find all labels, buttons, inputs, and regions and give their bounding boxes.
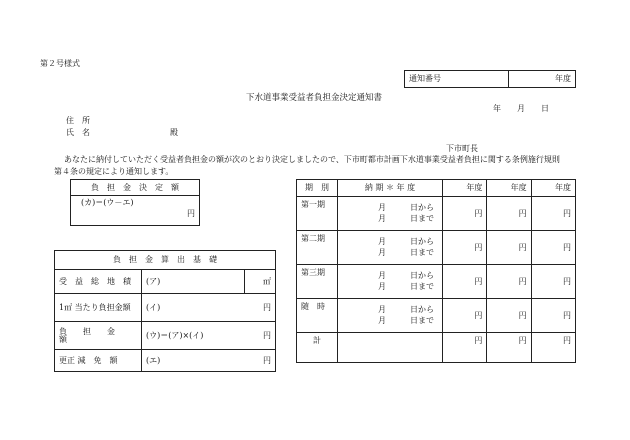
- schedule-header-due: 納 期 ＊ 年 度: [338, 180, 443, 197]
- amount-cell: 円: [531, 299, 575, 333]
- table-row: [55, 294, 276, 322]
- due-month: 月: [378, 271, 386, 280]
- due-from: 日から: [410, 203, 434, 212]
- due-to: 日まで: [410, 214, 434, 223]
- schedule-header-year: 年度: [487, 180, 531, 197]
- basis-header: 負 担 金 算 出 基 礎: [55, 251, 276, 270]
- document-title: 下水道事業受益者負担金決定通知書: [246, 93, 383, 103]
- table-row: [55, 270, 276, 294]
- payment-schedule-table: [296, 179, 576, 363]
- amount-cell: 円: [487, 231, 531, 265]
- fiscal-year-cell: 年度: [509, 71, 576, 88]
- basis-table: [54, 250, 276, 372]
- period-label: 第一期: [297, 197, 338, 231]
- due-cell: [338, 197, 443, 231]
- table-row: [55, 322, 276, 350]
- table-row: [297, 299, 576, 333]
- basis-code: (ウ)＝(ア)×(イ): [142, 322, 245, 350]
- basis-unit: 円: [245, 322, 276, 350]
- amount-cell: 円: [443, 231, 487, 265]
- issuer: 下市町長: [446, 144, 478, 153]
- amount-cell: 円: [487, 265, 531, 299]
- due-from: 日から: [410, 237, 434, 246]
- schedule-header-year: 年度: [531, 180, 575, 197]
- due-month: 月: [378, 305, 386, 314]
- table-row: [297, 265, 576, 299]
- period-label: 第二期: [297, 231, 338, 265]
- basis-unit: 円: [245, 294, 276, 322]
- address-label: 住 所: [66, 116, 90, 125]
- amount-cell: 円: [487, 299, 531, 333]
- amount-cell: 円: [531, 197, 575, 231]
- table-row: [297, 333, 576, 363]
- due-cell: [338, 265, 443, 299]
- table-row: [297, 231, 576, 265]
- due-to: 日まで: [410, 282, 434, 291]
- notice-number-label: 通知番号: [405, 71, 509, 88]
- total-amount-cell: 円: [531, 333, 575, 363]
- total-label: 計: [297, 333, 338, 363]
- basis-unit: ㎡: [245, 270, 276, 294]
- basis-code: (エ): [142, 350, 245, 372]
- basis-unit: 円: [245, 350, 276, 372]
- name-label: 氏 名: [66, 128, 90, 137]
- total-amount-cell: 円: [487, 333, 531, 363]
- basis-label: 負 担 金 額: [55, 322, 142, 350]
- due-from: 日から: [410, 271, 434, 280]
- due-to: 日まで: [410, 316, 434, 325]
- basis-code: (ア): [142, 270, 245, 294]
- due-month: 月: [378, 214, 386, 223]
- due-month: 月: [378, 316, 386, 325]
- honorific: 殿: [170, 128, 178, 137]
- amount-cell: 円: [531, 231, 575, 265]
- due-month: 月: [378, 237, 386, 246]
- decision-header: 負 担 金 決 定 額: [71, 180, 200, 196]
- basis-label: 更正 減 免 額: [55, 350, 142, 372]
- amount-cell: 円: [443, 265, 487, 299]
- amount-cell: 円: [443, 299, 487, 333]
- schedule-header-period: 期 別: [297, 180, 338, 197]
- decision-table: [70, 179, 200, 226]
- period-label: 第三期: [297, 265, 338, 299]
- body-text-line1: あなたに納付していただく受益者負担金の額が次のとおり決定しましたので、下市町都市計画下水道事業受益者負担に関する条例施行規則: [64, 155, 560, 164]
- schedule-header-year: 年度: [443, 180, 487, 197]
- decision-unit: 円: [187, 209, 195, 218]
- total-amount-cell: 円: [443, 333, 487, 363]
- due-to: 日まで: [410, 248, 434, 257]
- due-cell: [338, 231, 443, 265]
- due-from: 日から: [410, 305, 434, 314]
- due-cell: [338, 299, 443, 333]
- amount-cell: 円: [531, 265, 575, 299]
- table-row: [55, 350, 276, 372]
- due-month: 月: [378, 248, 386, 257]
- due-month: 月: [378, 203, 386, 212]
- total-due-cell: [338, 333, 443, 363]
- table-row: [297, 197, 576, 231]
- amount-cell: 円: [487, 197, 531, 231]
- due-month: 月: [378, 282, 386, 291]
- issue-date: 年 月 日: [493, 104, 549, 113]
- amount-cell: 円: [443, 197, 487, 231]
- basis-code: (イ): [142, 294, 245, 322]
- period-label: 随 時: [297, 299, 338, 333]
- body-text-line2: 第４条の規定により通知します。: [54, 167, 174, 176]
- decision-cell: [71, 196, 200, 226]
- notice-number-box: [404, 70, 576, 88]
- basis-label: 1㎡ 当たり負担金額: [55, 294, 142, 322]
- basis-label: 受 益 総 地 積: [55, 270, 142, 294]
- form-number: 第２号様式: [40, 59, 80, 68]
- decision-formula: (カ)＝(ウ－エ): [81, 198, 134, 207]
